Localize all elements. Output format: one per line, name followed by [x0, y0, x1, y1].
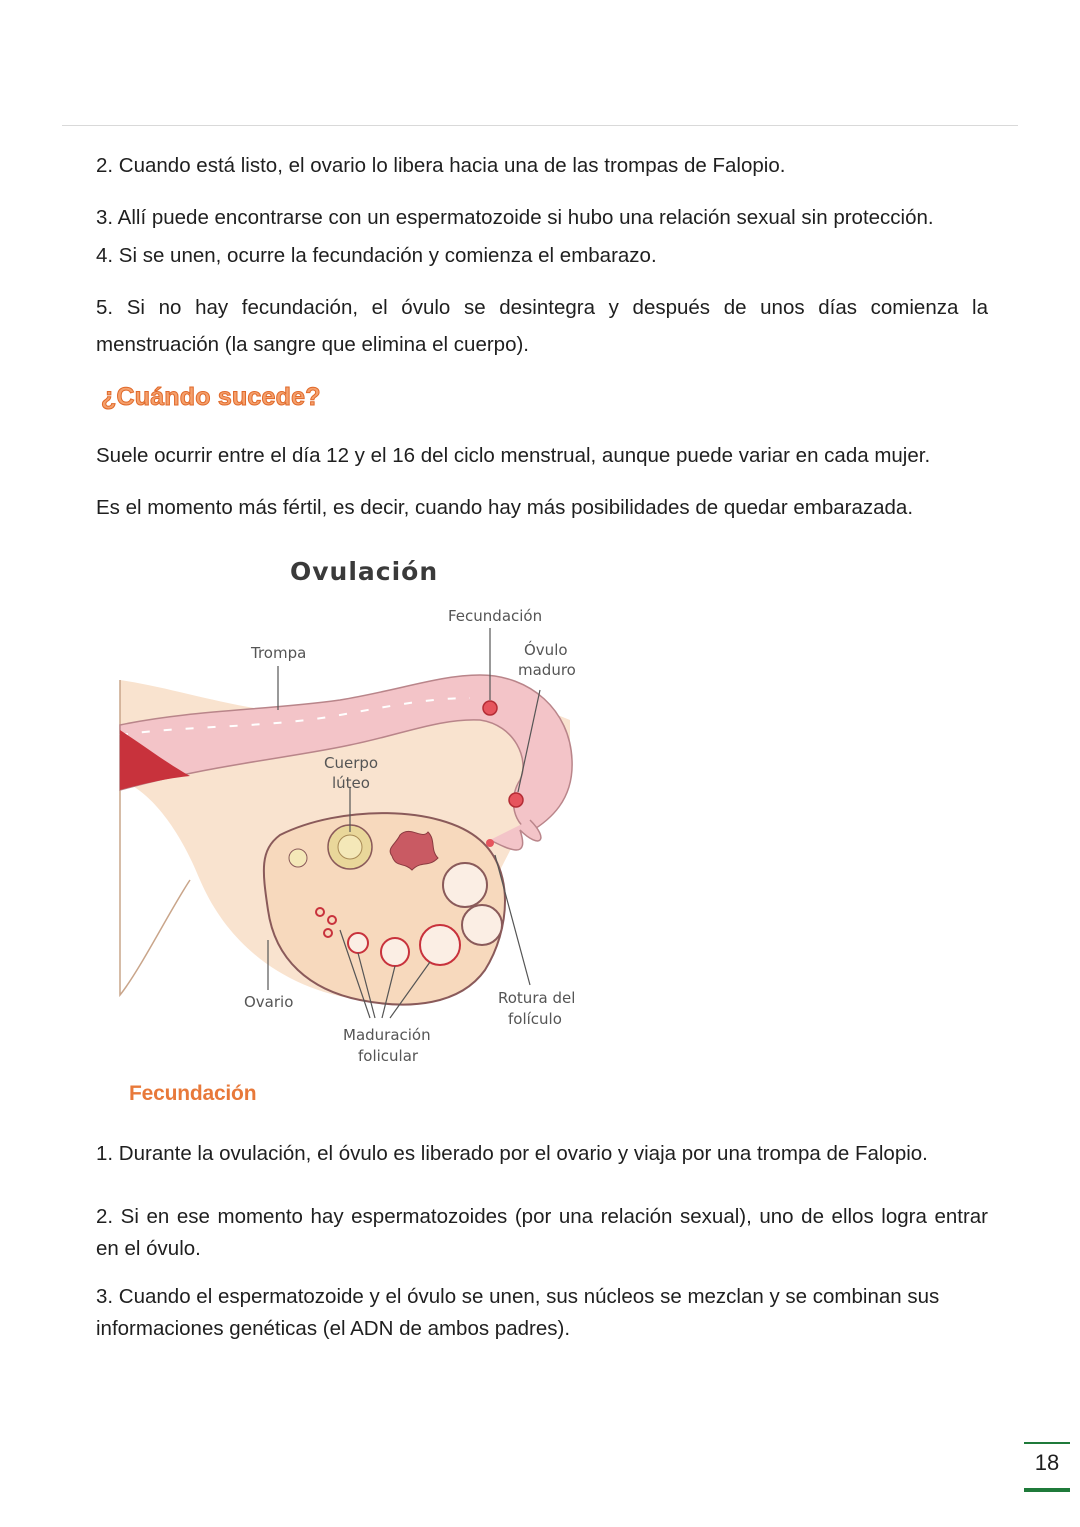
label-ovulo-1: Óvulo — [524, 641, 568, 659]
corpus-luteum-core — [338, 835, 362, 859]
label-ovario: Ovario — [244, 993, 294, 1011]
paragraph-step-4: 4. Si se unen, ocurre la fecundación y comienza el embarazo. — [96, 244, 657, 267]
follicle-8 — [443, 863, 487, 907]
paragraph-fec-3: 3. Cuando el espermatozoide y el óvulo se unen, sus núcleos se mezclan y se combinan sus informaciones genéticas (el ADN de ambos padres). — [96, 1285, 940, 1340]
label-maduracion-2: folicular — [358, 1047, 419, 1065]
paragraph-step-5: 5. Si no hay fecundación, el óvulo se desintegra y después de unos días comienza la menstruación (la sangre que elimina el cuerpo). — [96, 296, 988, 356]
released-ovum — [486, 839, 494, 847]
heading-cuando-sucede: ¿Cuándo sucede? — [101, 383, 321, 411]
page-number-box — [1024, 1442, 1070, 1492]
label-trompa: Trompa — [251, 644, 307, 662]
follicle-5 — [381, 938, 409, 966]
fertilized-ovum — [483, 701, 497, 715]
page-number: 18 — [1034, 1450, 1060, 1475]
diagram-title: Ovulación — [290, 557, 439, 586]
paragraph-when-1: Suele ocurrir entre el día 12 y el 16 del ciclo menstrual, aunque puede variar en cada mujer. — [96, 444, 931, 467]
label-ovulo-2: maduro — [518, 661, 576, 679]
paragraph-fec-1: 1. Durante la ovulación, el óvulo es liberado por el ovario y viaja por una trompa de Falopio. — [96, 1142, 928, 1165]
label-rotura-1: Rotura del — [498, 989, 576, 1007]
follicle-4 — [348, 933, 368, 953]
paragraph-step-2: 2. Cuando está listo, el ovario lo libera hacia una de las trompas de Falopio. — [96, 154, 786, 177]
paragraph-fec-2: 2. Si en ese momento hay espermatozoides (por una relación sexual), uno de ellos logra entrar en el óvulo. — [96, 1205, 988, 1260]
label-cuerpo-1: Cuerpo — [324, 754, 379, 772]
label-maduracion-1: Maduración — [343, 1026, 431, 1044]
follicle-6 — [420, 925, 460, 965]
paragraph-when-2: Es el momento más fértil, es decir, cuando hay más posibilidades de quedar embarazada. — [96, 496, 914, 519]
label-rotura-2: folículo — [508, 1010, 562, 1028]
mature-ovum — [509, 793, 523, 807]
heading-fecundacion: Fecundación — [129, 1082, 257, 1105]
small-corpus — [289, 849, 307, 867]
header-divider — [62, 125, 1018, 126]
paragraph-step-3: 3. Allí puede encontrarse con un espermatozoide si hubo una relación sexual sin protección. — [96, 206, 934, 229]
follicle-7 — [462, 905, 502, 945]
label-fecundacion: Fecundación — [448, 607, 543, 625]
ovulation-diagram — [110, 550, 600, 1070]
label-cuerpo-2: lúteo — [332, 774, 370, 792]
